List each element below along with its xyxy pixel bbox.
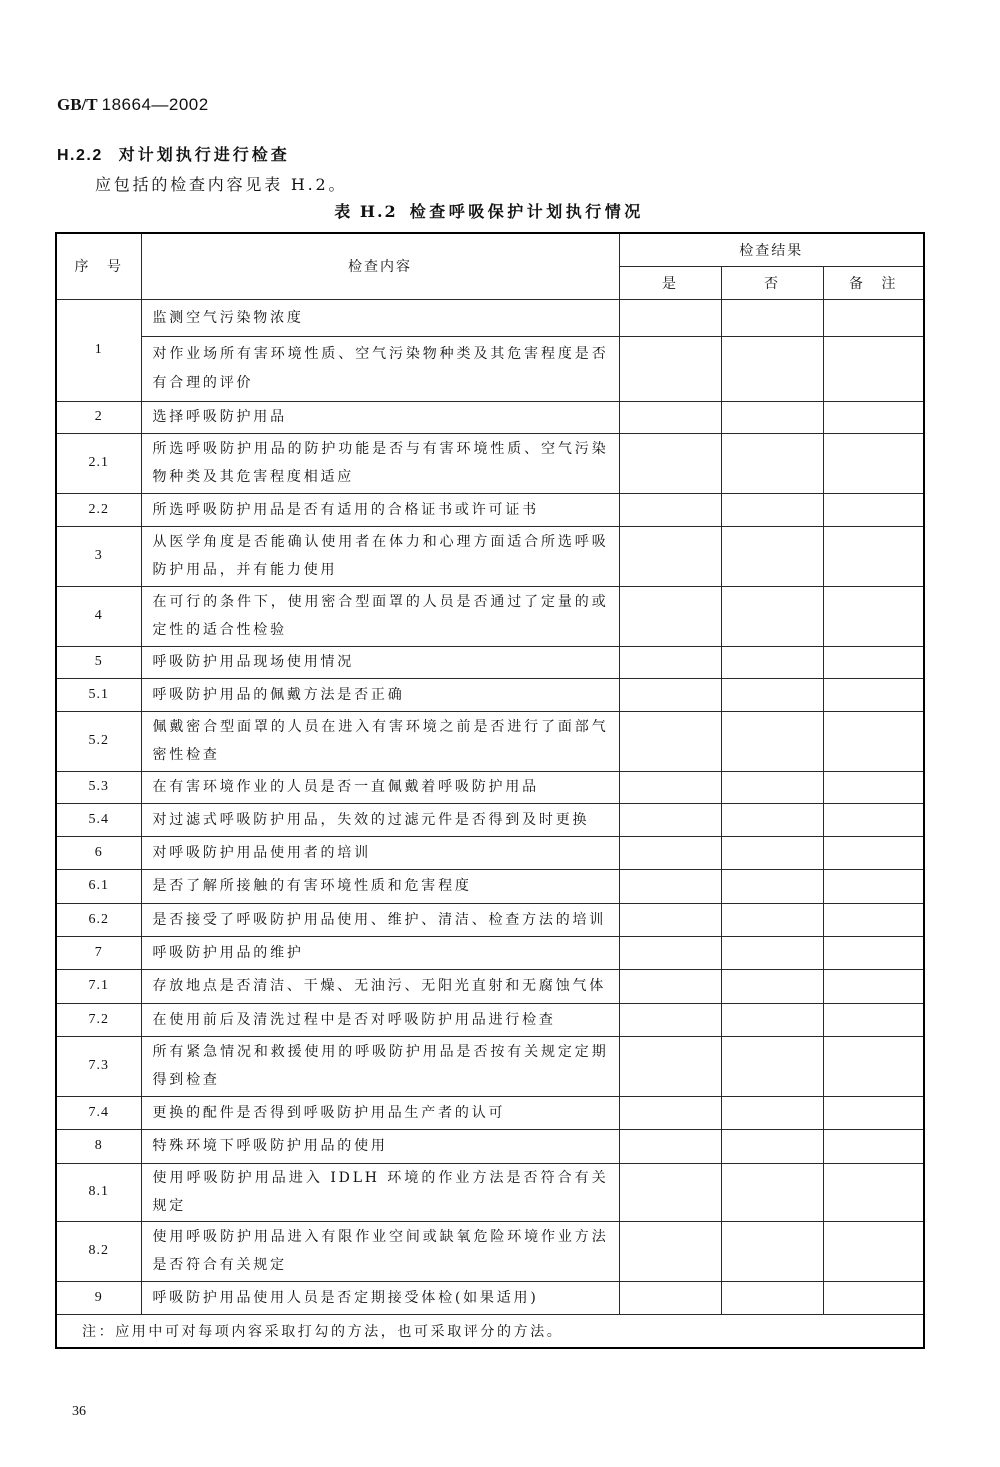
result-no-cell xyxy=(721,869,823,903)
result-yes-cell xyxy=(619,586,721,646)
standard-code xyxy=(57,95,209,115)
table-caption xyxy=(55,202,923,222)
table-label: 表 H.2 xyxy=(334,202,398,221)
result-no-cell xyxy=(721,526,823,586)
table-row xyxy=(56,299,924,336)
row-content: 存放地点是否清洁、干燥、无油污、无阳光直射和无腐蚀气体 xyxy=(141,969,619,1003)
table-row xyxy=(56,1129,924,1163)
row-seq: 8.1 xyxy=(56,1163,141,1221)
result-yes-cell xyxy=(619,1163,721,1221)
result-remark-cell xyxy=(823,969,924,1003)
row-seq: 8 xyxy=(56,1129,141,1163)
result-remark-cell xyxy=(823,936,924,969)
row-content: 使用呼吸防护用品进入 IDLH 环境的作业方法是否符合有关规定 xyxy=(141,1163,619,1221)
result-remark-cell xyxy=(823,526,924,586)
row-content: 所选呼吸防护用品是否有适用的合格证书或许可证书 xyxy=(141,493,619,526)
row-content: 特殊环境下呼吸防护用品的使用 xyxy=(141,1129,619,1163)
result-remark-cell xyxy=(823,299,924,336)
row-seq: 2 xyxy=(56,401,141,433)
result-yes-cell xyxy=(619,711,721,771)
row-content: 佩戴密合型面罩的人员在进入有害环境之前是否进行了面部气密性检查 xyxy=(141,711,619,771)
result-yes-cell xyxy=(619,1221,721,1281)
row-seq: 8.2 xyxy=(56,1221,141,1281)
inspection-table xyxy=(55,232,925,1349)
table-note: 注：应用中可对每项内容采取打勾的方法，也可采取评分的方法。 xyxy=(56,1314,924,1348)
result-remark-cell xyxy=(823,1163,924,1221)
row-content: 选择呼吸防护用品 xyxy=(141,401,619,433)
result-yes-cell xyxy=(619,1036,721,1096)
row-seq: 7 xyxy=(56,936,141,969)
table-row xyxy=(56,711,924,771)
result-yes-cell xyxy=(619,299,721,336)
result-remark-cell xyxy=(823,711,924,771)
result-remark-cell xyxy=(823,869,924,903)
result-yes-cell xyxy=(619,1096,721,1129)
row-seq: 5.4 xyxy=(56,803,141,836)
result-no-cell xyxy=(721,1096,823,1129)
result-no-cell xyxy=(721,836,823,869)
row-content: 在可行的条件下，使用密合型面罩的人员是否通过了定量的或定性的适合性检验 xyxy=(141,586,619,646)
result-yes-cell xyxy=(619,678,721,711)
result-no-cell xyxy=(721,711,823,771)
result-no-cell xyxy=(721,646,823,678)
header-content: 检查内容 xyxy=(141,233,619,299)
row-seq: 6.2 xyxy=(56,903,141,936)
header-result: 检查结果 xyxy=(619,233,924,266)
table-row xyxy=(56,526,924,586)
row-content: 更换的配件是否得到呼吸防护用品生产者的认可 xyxy=(141,1096,619,1129)
result-yes-cell xyxy=(619,433,721,493)
result-no-cell xyxy=(721,678,823,711)
row-content: 呼吸防护用品现场使用情况 xyxy=(141,646,619,678)
header-no: 否 xyxy=(721,266,823,299)
result-yes-cell xyxy=(619,646,721,678)
row-seq: 5.3 xyxy=(56,771,141,803)
result-yes-cell xyxy=(619,903,721,936)
table-header-row xyxy=(56,233,924,266)
table-row xyxy=(56,869,924,903)
row-content: 是否了解所接触的有害环境性质和危害程度 xyxy=(141,869,619,903)
row-seq: 4 xyxy=(56,586,141,646)
result-no-cell xyxy=(721,1221,823,1281)
row-seq: 9 xyxy=(56,1281,141,1314)
table-row xyxy=(56,1281,924,1314)
section-heading xyxy=(57,145,290,166)
row-content: 对作业场所有害环境性质、空气污染物种类及其危害程度是否有合理的评价 xyxy=(141,336,619,401)
row-seq: 6.1 xyxy=(56,869,141,903)
result-remark-cell xyxy=(823,836,924,869)
table-row xyxy=(56,936,924,969)
result-yes-cell xyxy=(619,493,721,526)
row-seq: 5.1 xyxy=(56,678,141,711)
result-no-cell xyxy=(721,803,823,836)
row-content: 在有害环境作业的人员是否一直佩戴着呼吸防护用品 xyxy=(141,771,619,803)
table-row xyxy=(56,969,924,1003)
result-no-cell xyxy=(721,969,823,1003)
table-row xyxy=(56,586,924,646)
page-number: 36 xyxy=(72,1404,86,1419)
row-content: 在使用前后及清洗过程中是否对呼吸防护用品进行检查 xyxy=(141,1003,619,1036)
result-no-cell xyxy=(721,1129,823,1163)
result-remark-cell xyxy=(823,336,924,401)
table-row xyxy=(56,433,924,493)
header-seq: 序 号 xyxy=(56,233,141,299)
result-no-cell xyxy=(721,336,823,401)
result-remark-cell xyxy=(823,493,924,526)
row-seq: 6 xyxy=(56,836,141,869)
result-yes-cell xyxy=(619,936,721,969)
result-no-cell xyxy=(721,1163,823,1221)
row-seq: 5.2 xyxy=(56,711,141,771)
result-remark-cell xyxy=(823,803,924,836)
table-row xyxy=(56,803,924,836)
standard-code-prefix: GB/T xyxy=(57,95,98,114)
result-no-cell xyxy=(721,433,823,493)
result-no-cell xyxy=(721,1036,823,1096)
table-row xyxy=(56,836,924,869)
result-remark-cell xyxy=(823,646,924,678)
section-number: H.2.2 xyxy=(57,147,103,164)
intro-paragraph: 应包括的检查内容见表 H.2。 xyxy=(95,175,348,194)
result-no-cell xyxy=(721,586,823,646)
table-row xyxy=(56,1096,924,1129)
row-content: 呼吸防护用品的维护 xyxy=(141,936,619,969)
result-yes-cell xyxy=(619,526,721,586)
row-seq: 7.1 xyxy=(56,969,141,1003)
table-row xyxy=(56,1221,924,1281)
table-row xyxy=(56,401,924,433)
result-yes-cell xyxy=(619,969,721,1003)
result-remark-cell xyxy=(823,586,924,646)
result-remark-cell xyxy=(823,433,924,493)
row-content: 是否接受了呼吸防护用品使用、维护、清洁、检查方法的培训 xyxy=(141,903,619,936)
table-row xyxy=(56,1036,924,1096)
result-yes-cell xyxy=(619,1129,721,1163)
row-seq: 7.3 xyxy=(56,1036,141,1096)
result-remark-cell xyxy=(823,903,924,936)
row-seq: 2.2 xyxy=(56,493,141,526)
header-yes: 是 xyxy=(619,266,721,299)
row-seq: 7.4 xyxy=(56,1096,141,1129)
row-seq: 5 xyxy=(56,646,141,678)
result-yes-cell xyxy=(619,336,721,401)
result-remark-cell xyxy=(823,771,924,803)
result-remark-cell xyxy=(823,1281,924,1314)
row-content: 从医学角度是否能确认使用者在体力和心理方面适合所选呼吸防护用品，并有能力使用 xyxy=(141,526,619,586)
result-remark-cell xyxy=(823,401,924,433)
result-no-cell xyxy=(721,493,823,526)
result-yes-cell xyxy=(619,803,721,836)
row-seq: 2.1 xyxy=(56,433,141,493)
result-remark-cell xyxy=(823,1003,924,1036)
row-content: 所选呼吸防护用品的防护功能是否与有害环境性质、空气污染物种类及其危害程度相适应 xyxy=(141,433,619,493)
table-title: 检查呼吸保护计划执行情况 xyxy=(409,202,644,221)
result-yes-cell xyxy=(619,401,721,433)
header-remark: 备 注 xyxy=(823,266,924,299)
table-row xyxy=(56,336,924,401)
result-no-cell xyxy=(721,299,823,336)
result-yes-cell xyxy=(619,869,721,903)
row-seq: 7.2 xyxy=(56,1003,141,1036)
row-content: 使用呼吸防护用品进入有限作业空间或缺氧危险环境作业方法是否符合有关规定 xyxy=(141,1221,619,1281)
row-seq: 1 xyxy=(56,299,141,401)
section-title: 对计划执行进行检查 xyxy=(118,145,290,164)
result-no-cell xyxy=(721,903,823,936)
result-remark-cell xyxy=(823,1221,924,1281)
row-content: 呼吸防护用品使用人员是否定期接受体检(如果适用) xyxy=(141,1281,619,1314)
table-row xyxy=(56,771,924,803)
table-row xyxy=(56,903,924,936)
result-yes-cell xyxy=(619,836,721,869)
row-content: 对过滤式呼吸防护用品，失效的过滤元件是否得到及时更换 xyxy=(141,803,619,836)
table-row xyxy=(56,1163,924,1221)
result-remark-cell xyxy=(823,678,924,711)
table-row xyxy=(56,493,924,526)
result-yes-cell xyxy=(619,771,721,803)
result-remark-cell xyxy=(823,1096,924,1129)
table-row xyxy=(56,678,924,711)
table-row xyxy=(56,646,924,678)
row-seq: 3 xyxy=(56,526,141,586)
result-yes-cell xyxy=(619,1003,721,1036)
result-remark-cell xyxy=(823,1129,924,1163)
result-no-cell xyxy=(721,936,823,969)
result-no-cell xyxy=(721,1281,823,1314)
standard-code-number: 18664—2002 xyxy=(101,95,209,114)
row-content: 监测空气污染物浓度 xyxy=(141,299,619,336)
result-no-cell xyxy=(721,1003,823,1036)
result-no-cell xyxy=(721,771,823,803)
table-row xyxy=(56,1003,924,1036)
row-content: 所有紧急情况和救援使用的呼吸防护用品是否按有关规定定期得到检查 xyxy=(141,1036,619,1096)
result-remark-cell xyxy=(823,1036,924,1096)
result-no-cell xyxy=(721,401,823,433)
row-content: 对呼吸防护用品使用者的培训 xyxy=(141,836,619,869)
result-yes-cell xyxy=(619,1281,721,1314)
row-content: 呼吸防护用品的佩戴方法是否正确 xyxy=(141,678,619,711)
table-note-row xyxy=(56,1314,924,1348)
